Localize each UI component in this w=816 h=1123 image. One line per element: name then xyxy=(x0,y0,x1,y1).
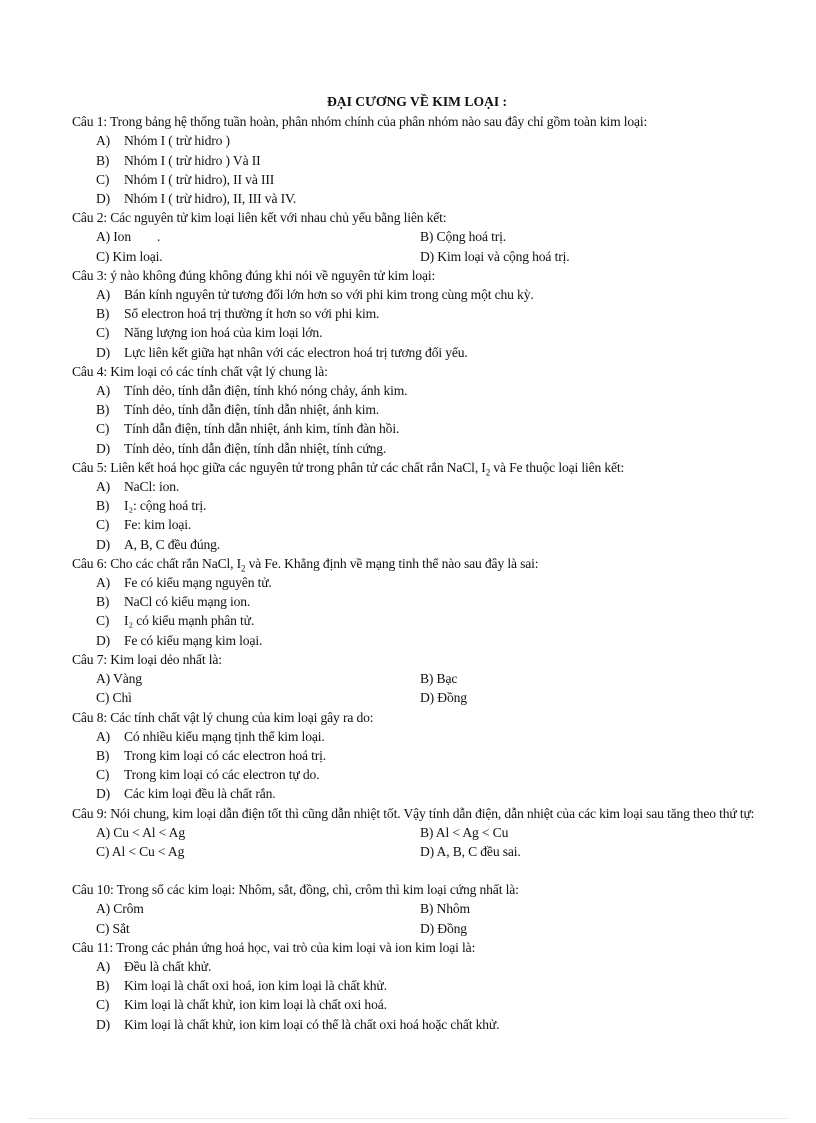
option-b: B) NaCl có kiểu mạng ion. xyxy=(96,594,251,610)
question-text: Câu 8: Các tính chất vật lý chung của kim loại gây ra do: xyxy=(72,709,374,725)
question-5 xyxy=(72,458,762,554)
option-b: B) Kim loại là chất oxi hoá, ion kim loại là chất khử. xyxy=(96,978,387,994)
option-d: D) Fe có kiểu mạng kim loại. xyxy=(96,632,263,648)
option-c: C) Trong kim loại có các electron tự do. xyxy=(96,767,320,783)
question-1 xyxy=(72,112,762,208)
question-4 xyxy=(72,362,762,458)
option-a: A) NaCl: ion. xyxy=(96,479,180,495)
document-page xyxy=(72,92,762,1034)
option-a: A) Bán kính nguyên tử tương đối lớn hơn so với phi kim trong cùng một chu kỳ. xyxy=(96,287,534,303)
option-d: D) Lực liên kết giữa hạt nhân với các electron hoá trị tương đối yếu. xyxy=(96,344,468,360)
options-grid xyxy=(72,823,762,861)
option-d: D) Các kim loại đều là chất rắn. xyxy=(96,786,276,802)
question-text: Câu 11: Trong các phản ứng hoá học, vai trò của kim loại và ion kim loại là: xyxy=(72,939,476,955)
option-c: C) Năng lượng ion hoá của kim loại lớn. xyxy=(96,325,323,341)
option-a: A) Tính dẻo, tính dẫn điện, tính khó nóng chảy, ánh kim. xyxy=(96,383,408,399)
option-c: C) Fe: kim loại. xyxy=(96,517,192,533)
options-list xyxy=(72,727,762,804)
option-c: C) Chì xyxy=(96,690,132,706)
option-a: A) Đều là chất khử. xyxy=(96,958,212,974)
options-list xyxy=(72,957,762,1034)
option-d: D) Kim loại và cộng hoá trị. xyxy=(420,248,570,264)
option-a: A) Ion . xyxy=(96,229,161,245)
option-b: B) Al < Ag < Cu xyxy=(420,824,509,840)
options-list xyxy=(72,285,762,362)
document-title: ĐẠI CƯƠNG VỀ KIM LOẠI : xyxy=(326,94,508,109)
option-d: D) Đồng xyxy=(420,690,467,706)
option-b: B) Số electron hoá trị thường ít hơn so với phi kim. xyxy=(96,306,380,322)
options-list xyxy=(72,573,762,650)
option-c: C) Sắt xyxy=(96,920,130,936)
option-d: D) Đồng xyxy=(420,920,467,936)
options-list xyxy=(72,477,762,554)
question-6 xyxy=(72,554,762,650)
question-text: Câu 10: Trong số các kim loại: Nhôm, sắt, đồng, chì, crôm thì kim loại cứng nhất là: xyxy=(72,882,519,898)
option-c: C) I₂ có kiểu mạnh phân tử. xyxy=(96,613,255,629)
question-3 xyxy=(72,266,762,362)
option-d: D) Kim loại là chất khử, ion kim loại có thể là chất oxi hoá hoặc chất khử. xyxy=(96,1016,500,1032)
option-b: B) Bạc xyxy=(420,671,458,687)
question-8 xyxy=(72,708,762,804)
option-d: D) Nhóm I ( trừ hidro), II, III và IV. xyxy=(96,191,297,207)
question-text: Câu 4: Kim loại có các tính chất vật lý chung là: xyxy=(72,363,328,379)
option-a: A) Nhóm I ( trừ hidro ) xyxy=(96,133,230,149)
option-a: A) Fe có kiểu mạng nguyên tử. xyxy=(96,575,272,591)
question-2 xyxy=(72,208,762,266)
options-grid xyxy=(72,227,762,265)
option-b: B) Cộng hoá trị. xyxy=(420,229,506,245)
option-b: B) Nhóm I ( trừ hidro ) Và II xyxy=(96,152,261,168)
options-list xyxy=(72,381,762,458)
question-11 xyxy=(72,938,762,1034)
question-10 xyxy=(72,880,762,938)
question-text: Câu 7: Kim loại dẻo nhất là: xyxy=(72,651,222,667)
option-a: A) Crôm xyxy=(96,901,144,917)
option-c: C) Kim loại. xyxy=(96,248,163,264)
question-text: Câu 2: Các nguyên tử kim loại liên kết với nhau chủ yếu bằng liên kết: xyxy=(72,210,447,226)
options-grid xyxy=(72,669,762,707)
option-a: A) Có nhiều kiểu mạng tịnh thể kim loại. xyxy=(96,728,325,744)
page-bottom-divider xyxy=(28,1118,788,1119)
option-d: D) Tính dẻo, tính dẫn điện, tính dẫn nhiệt, tính cứng. xyxy=(96,440,387,456)
question-text: Câu 1: Trong bảng hệ thống tuần hoàn, phân nhóm chính của phân nhóm nào sau đây chỉ gồm toàn kim loại: xyxy=(72,114,648,130)
question-text: Câu 6: Cho các chất rắn NaCl, $I_2$ và Fe. Khẳng định về mạng tinh thể nào sau đây là sai: xyxy=(72,555,539,574)
spacer xyxy=(72,861,762,880)
option-b: B) Nhôm xyxy=(420,901,470,917)
option-b: B) Tính dẻo, tính dẫn điện, tính dẫn nhiệt, ánh kim. xyxy=(96,402,380,418)
options-grid xyxy=(72,899,762,937)
option-a: A) Vàng xyxy=(96,671,142,687)
question-text: Câu 5: Liên kết hoá học giữa các nguyên tử trong phân tử các chất rắn NaCl, $I_2$ và Fe thuộc loại liên kết: xyxy=(72,459,625,478)
option-d: D) A, B, C đều sai. xyxy=(420,843,521,859)
options-list xyxy=(72,131,762,208)
option-c: C) Tính dẫn điện, tính dẫn nhiệt, ánh kim, tính đàn hồi. xyxy=(96,421,400,437)
question-text: Câu 3: ý nào không đúng không đúng khi nói về nguyên tử kim loại: xyxy=(72,267,436,283)
option-c: C) Kim loại là chất khử, ion kim loại là chất oxi hoá. xyxy=(96,997,387,1013)
question-7 xyxy=(72,650,762,708)
option-b: B) I₂: cộng hoá trị. xyxy=(96,498,207,514)
option-a: A) Cu < Al < Ag xyxy=(96,824,185,840)
option-c: C) Al < Cu < Ag xyxy=(96,843,185,859)
question-text: Câu 9: Nói chung, kim loại dẫn điện tốt thì cũng dẫn nhiệt tốt. Vậy tính dẫn điện, dẫn nhiệt của các kim loại sau tăng theo thứ tự: xyxy=(72,805,755,821)
option-c: C) Nhóm I ( trừ hidro), II và III xyxy=(96,171,275,187)
option-b: B) Trong kim loại có các electron hoá trị. xyxy=(96,747,327,763)
question-9 xyxy=(72,804,762,862)
option-d: D) A, B, C đều đúng. xyxy=(96,536,221,552)
